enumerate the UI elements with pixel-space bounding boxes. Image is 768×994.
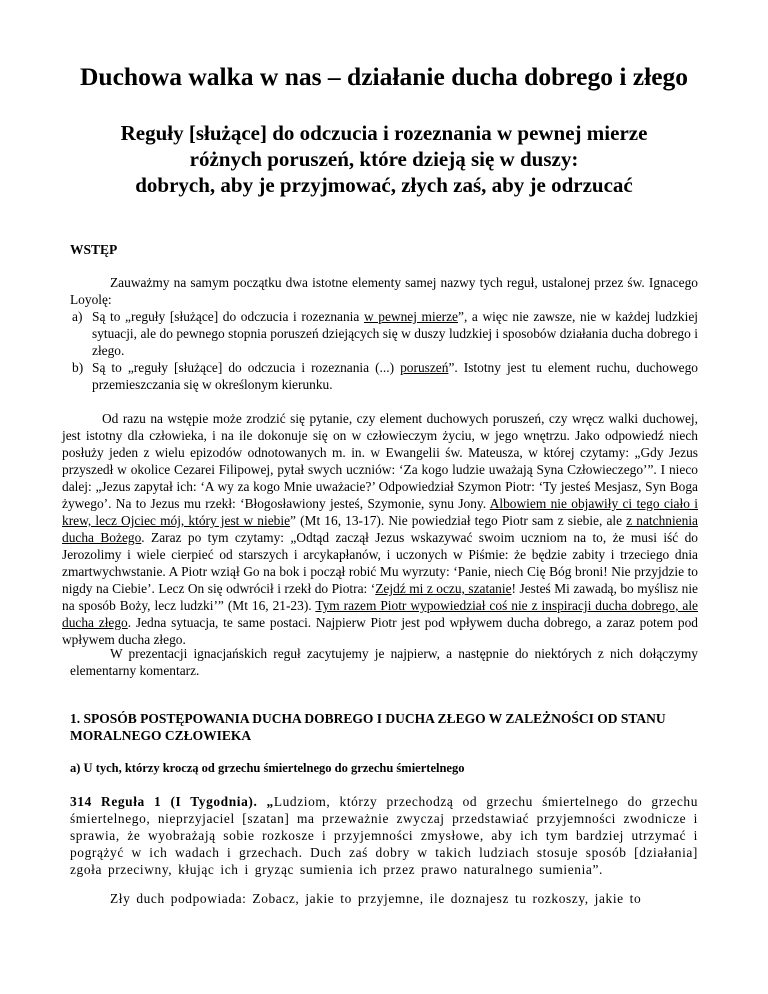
underlined-text: Albowiem nie objawiły ci tego ciało i krew, lecz Ojciec mój, który jest w niebie [62,496,698,528]
list-item-text [92,359,698,393]
underlined-text: z natchnienia ducha Bożego [62,513,698,545]
text-part: . Jedna sytuacja, te same postaci. Najpierw Piotr jest pod wpływem ducha dobrego, a zaraz potem pod wpływem ducha złego. [62,615,698,647]
list-item-b [70,359,698,393]
rule-text: Ludziom, którzy przechodzą od grzechu śmiertelnego do grzechu śmiertelnego, nieprzyjaciel [szatan] ma przeważnie zwyczaj przedstawiać przyjemności zwodnicze i sprawia, że wyobrażają sobie rozkosze i przyjemności zmysłowe, aby ich tym bardziej utrzymać i pogrążyć w ich wadach i grzechach. Duch zaś dobry w takich ludziach stosuje sposób [działania] zgoła przeciwny, kłując ich i gryząc sumienia ich przez prawo naturalnego sumienia”. [70,794,698,877]
section-1a-heading: a) U tych, którzy kroczą od grzechu śmiertelnego do grzechu śmiertelnego [70,761,465,775]
list-text-part: ”. Istotny jest tu element ruchu, duchowego przemieszczania się w określonym kierunku. [92,360,698,392]
text-part: . Zaraz po tym czytamy: „Odtąd zaczął Jezus wskazywać swoim uczniom na to, że musi iść do Jerozolimy i wiele cierpieć od starszych i arcykapłanów, i uczonych w Piśmie: że będzie zabity i trzeciego dnia zmartwychwstanie. A Piotr wziął Go na bok i począł robić Mu wyrzuty: ‘Panie, niech Cię Bóg broni! Nie przyjdzie to nigdy na Ciebie’. Lecz On się odwrócił i rzekł do Piotra: ‘ [62,530,698,596]
list-text-part: Są to „reguły [służące] do odczucia i rozeznania (...) [92,360,401,375]
rule-314-paragraph [70,793,698,878]
underlined-text: Zejdź mi z oczu, szatanie [375,581,512,596]
paragraph-evil-spirit: Zły duch podpowiada: Zobacz, jakie to przyjemne, ile doznajesz tu rozkoszy, jakie to [110,891,642,906]
text-part: ! Jesteś Mi zawadą, bo myślisz nie na sposób Boży, lecz ludzki’” (Mt 16, 21-23). [62,581,698,613]
list-text-part: ”, a więc nie zawsze, nie w każdej ludzkiej sytuacji, ale do pewnego stopnia poruszeń dziejących się w duszy ludzkiej i sposobów działania ducha dobrego i złego. [92,309,698,358]
intro-paragraph: Zauważmy na samym początku dwa istotne elementy samej nazwy tych reguł, ustalonej przez św. Ignacego Loyolę: [70,275,698,307]
document-title: Duchowa walka w nas – działanie ducha dobrego i złego [79,62,689,91]
paragraph-gospel [62,410,698,648]
list-text-part: Są to „reguły [służące] do odczucia i rozeznania [92,309,364,324]
list-marker: a) [72,309,83,324]
paragraph-presentation: W prezentacji ignacjańskich reguł zacytujemy je najpierw, a następnie do niektórych z nich dołączymy elementarny komentarz. [70,646,698,678]
list-item-a [70,308,698,359]
list-text-underlined: w pewnej mierze [363,309,458,324]
list-text-underlined: poruszeń [400,360,449,375]
subtitle-line: różnych poruszeń, które dzieją się w duszy: [189,147,579,171]
intro-heading: WSTĘP [70,242,118,257]
section-1-heading: 1. SPOSÓB POSTĘPOWANIA DUCHA DOBREGO I DUCHA ZŁEGO W ZALEŻNOŚCI OD STANU MORALNEGO CZŁOWIEKA [70,711,666,743]
underlined-text: Tym razem Piotr wypowiedział coś nie z inspiracji ducha dobrego, ale ducha złego [62,598,699,630]
rule-label: 314 Reguła 1 (I Tygodnia). „ [70,794,274,809]
text-part: Od razu na wstępie może zrodzić się pytanie, czy element duchowych poruszeń, czy wręcz walki duchowej, jest istotny dla człowieka, i na ile dokonuje się on w człowieczym życiu, w jego wnętrzu. Jako odpowiedź niech posłuży jeden z wielu epizodów odnotowanych m. in. w Ewangelii św. Mateusza, w której czytamy: „Gdy Jezus przyszedł w okolice Cezarei Filipowej, pytał swych uczniów: ‘Za kogo ludzie uważają Syna Człowieczego’”. I nieco dalej: „Jezus zapytał ich: ‘A wy za kogo Mnie uważacie?’ Odpowiedział Szymon Piotr: ‘Ty jesteś Mesjasz, Syn Boga żywego’. Na to Jezus mu rzekł: ‘Błogosławiony jesteś, Szymonie, synu Jony. [62,411,698,511]
text-part: ” (Mt 16, 13-17). Nie powiedział tego Piotr sam z siebie, ale [290,513,627,528]
subtitle-line: dobrych, aby je przyjmować, złych zaś, aby je odrzucać [135,173,633,197]
subtitle-line: Reguły [służące] do odczucia i rozeznania w pewnej mierze [120,121,648,145]
document-subtitle [30,120,738,198]
list-item-text [92,308,698,359]
list-marker: b) [72,360,84,375]
